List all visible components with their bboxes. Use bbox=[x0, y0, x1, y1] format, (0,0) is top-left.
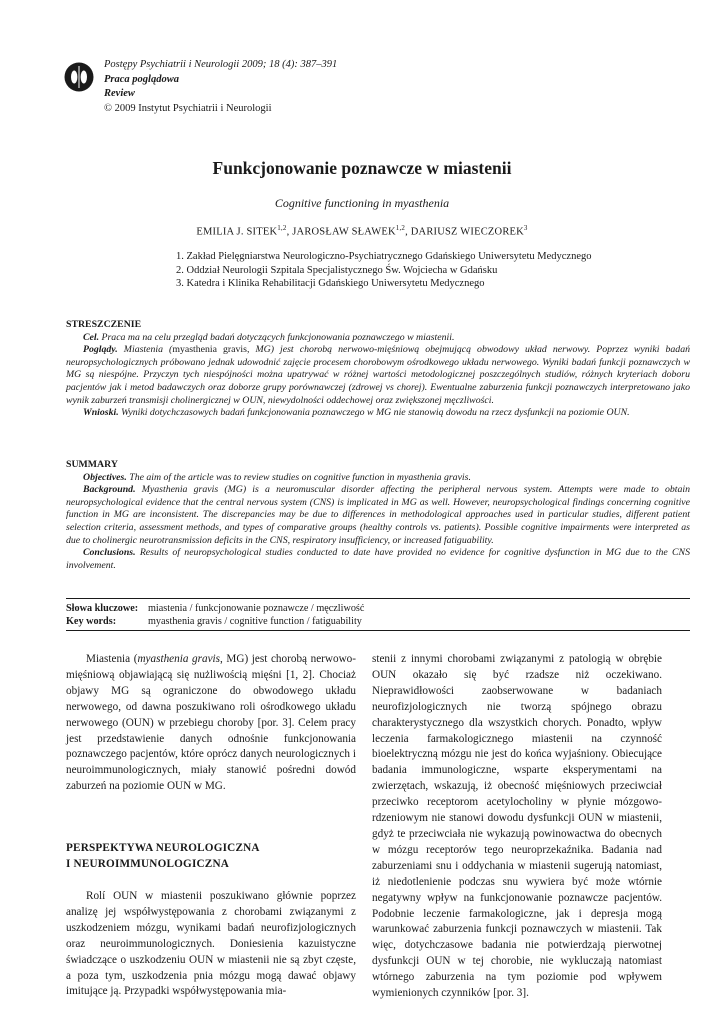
abstract-en-heading: SUMMARY bbox=[66, 459, 118, 470]
author-affil-sup: 3 bbox=[523, 224, 528, 232]
abstract-label: Poglądy. bbox=[83, 344, 118, 356]
citation: Postępy Psychiatrii i Neurologii 2009; 18 (4): 387–391 bbox=[104, 59, 338, 70]
keywords-en-label: Key words: bbox=[66, 616, 117, 627]
affiliations-list bbox=[176, 250, 592, 291]
body-paragraph: Rolí OUN w miastenii poszukiwano głównie poprzez analizę jej współwystępowania z chorobami związanymi z uszkodzeniem mózgu, wynikami badań neurofizjologicznych oraz neuroimmunologicznych. Doniesienia kazuistyczne świadczące o uszkodzeniu OUN w miastenii nie są zbyt częste, a poza tym, uszkodzenia pnia mózgu mogą dawać objawy imitujące ją. Przypadki współwystępowania mia- bbox=[66, 889, 356, 998]
abstract-pl-cel: Cel. Praca ma na celu przegląd badań dotyczących funkcjonowania poznawczego w miastenii. bbox=[83, 331, 455, 343]
article-type-pl: Praca poglądowa bbox=[104, 73, 179, 85]
keywords bbox=[66, 602, 364, 628]
abstract-pl bbox=[66, 319, 690, 420]
abstract-en-background: Background. Myasthenia gravis (MG) is a neuromuscular disorder affecting the peripheral nervous system. Attempts were made to obtain neuropsychological evidence that the central nervous system (CNS) is implicated in MG as well. However, neuropsychological findings concerning cognitive function in MG are inconsistent. The discrepancies may be due to differences in methodological approaches used in particular studies, different patient selection criteria, assessment methods, and types of comparative groups (healthy controls vs. patients). Possible cognitive impairments were interpreted as due to cholinergic neurotransmission deficits in the CNS, respiratory insufficiency, or increased fatiguability. bbox=[66, 484, 690, 546]
abstract-en bbox=[66, 459, 690, 572]
author-name: , DARIUSZ WIECZOREK bbox=[405, 226, 524, 238]
keywords-pl: miastenia / funkcjonowanie poznawcze / męczliwość bbox=[148, 603, 365, 614]
body-paragraph: stenii z innymi chorobami związanymi z patologią w obrębie OUN okazało się być rzadsze niż oczekiwano. Nieprawidłowości zaobserwowane w badaniach neurofizjologicznych nie tworzą spójnego obrazu charakterystycznego dla wszystkich chorych. Ponadto, wpływ leczenia farmakologicznego miastenii na czynność bioelektryczną mózgu nie jest do końca wyjaśniony. Obiecujące badania immunologiczne, wsparte eksperymentami na zwierzętach, wskazują, iż obecność mięśniowych przeciwciał przeciwko receptorom acetylocholiny w płynie mózgowo-rdzeniowym nie stanowi dowodu dysfunkcji OUN w miastenii, gdyż te przeciwciała nie wykazują powinowactwa do obecnych w mózgu receptorów tego neuroprzekaźnika. Badania nad zaburzeniami snu i oddychania w miastenii sugerują natomiast, iż niedotlenienie podczas snu wywiera być może wtórnie negatywny wpływ na funkcjonowanie poznawcze pacjentów. Podobnie leczenie farmakologiczne, jak i depresja mogą warunkować zaburzenia funkcji poznawczych w miastenii. Tak więc, dotychczasowe badania nie potwierdzają pierwotnej dysfunkcji OUN w tej chorobie, nie wykluczają natomiast wtórnego zaburzenia na tym poziomie pod wpływem wymienionych czynników [por. 3]. bbox=[372, 653, 662, 1000]
abstract-label: Cel. bbox=[83, 331, 100, 343]
journal-header bbox=[104, 58, 337, 116]
keywords-en: myasthenia gravis / cognitive function / fatiguability bbox=[148, 616, 362, 627]
abstract-label: Background. bbox=[83, 484, 136, 496]
section-heading: PERSPEKTYWA NEUROLOGICZNA I NEUROIMMUNOLOGICZNA bbox=[66, 842, 260, 871]
divider bbox=[66, 630, 690, 631]
authors bbox=[0, 224, 724, 238]
abstract-pl-heading: STRESZCZENIE bbox=[66, 319, 142, 330]
affiliation-item: 2. Oddział Neurologii Szpitala Specjalistycznego Św. Wojciecha w Gdańsku bbox=[176, 264, 498, 276]
author-affil-sup: 1,2 bbox=[277, 224, 287, 232]
divider bbox=[66, 598, 690, 599]
body-left-column bbox=[66, 652, 356, 1000]
author-name: , JAROSŁAW SŁAWEK bbox=[286, 226, 396, 238]
affiliation-item: 1. Zakład Pielęgniarstwa Neurologiczno-Psychiatrycznego Gdańskiego Uniwersytetu Medycznego bbox=[176, 251, 592, 262]
abstract-pl-poglady: Poglądy. Miastenia (myasthenia gravis, MG) jest chorobą nerwowo-mięśniową obejmującą obwodowy układ nerwowy. Poprzez wyniki badań neuropsychologicznych próbowano jednak udowodnić zajęcie procesem chorobowym ośrodkowego układu nerwowego. Wyniki badań funkcji poznawczych w MG są niespójne. Przyczyn tych niespójności można upatrywać w różnej wartości metodologicznej poszczególnych studiów, różnych kryteriach doboru pacjentów jak i metod badawczych oraz doborze grupy porównawczej (zdrowej vs chorej). Ewentualne zaburzenia funkcji poznawczych interpretowano jako wynik zaburzeń transmisji cholinergicznej w OUN, niewydolności oddechowej oraz zwiększonej męczliwości. bbox=[66, 344, 690, 406]
body-right-column bbox=[372, 652, 662, 1002]
abstract-en-conclusions: Conclusions. Results of neuropsychological studies conducted to date have provided no evidence for cognitive dysfunction in MG due to the CNS involvement. bbox=[66, 547, 690, 571]
keywords-pl-label: Słowa kluczowe: bbox=[66, 603, 139, 614]
abstract-pl-wnioski: Wnioski. Wyniki dotychczasowych badań funkcjonowania poznawczego w MG nie stanowią dowodu na rzecz dysfunkcji na poziomie OUN. bbox=[83, 407, 630, 419]
journal-logo-icon bbox=[64, 62, 94, 92]
article-subtitle: Cognitive functioning in myasthenia bbox=[274, 196, 450, 210]
author-name: EMILIA J. SITEK bbox=[196, 226, 278, 238]
abstract-label: Objectives. bbox=[83, 471, 127, 483]
abstract-en-objectives: Objectives. The aim of the article was to review studies on cognitive function in myasthenia gravis. bbox=[83, 471, 471, 483]
author-affil-sup: 1,2 bbox=[395, 224, 406, 232]
abstract-label: Conclusions. bbox=[83, 547, 136, 559]
abstract-label: Wnioski. bbox=[83, 407, 119, 419]
article-type-en: Review bbox=[104, 88, 135, 99]
body-paragraph: Miastenia (myasthenia gravis, MG) jest chorobą nerwowo-mięśniową objawiającą się nużliwością mięśni [1, 2]. Chociaż objawy MG są ograniczone do obwodowego układu nerwowego, od dawna poszukiwano roli ośrodkowego układu nerwowego (OUN) w przebiegu choroby [por. 3]. Celem pracy jest przedstawienie danych odnośnie funkcjonowania poznawczego pacjentów, które oprócz danych neurologicznych i neuroimmunologicznych, miały stanowić pośredni dowód zaburzeń na poziomie OUN w MG. bbox=[66, 653, 356, 793]
affiliation-item: 3. Katedra i Klinika Rehabilitacji Gdańskiego Uniwersytetu Medycznego bbox=[176, 278, 485, 289]
article-title: Funkcjonowanie poznawcze w miastenii bbox=[212, 158, 512, 178]
copyright: © 2009 Instytut Psychiatrii i Neurologii bbox=[104, 102, 272, 114]
